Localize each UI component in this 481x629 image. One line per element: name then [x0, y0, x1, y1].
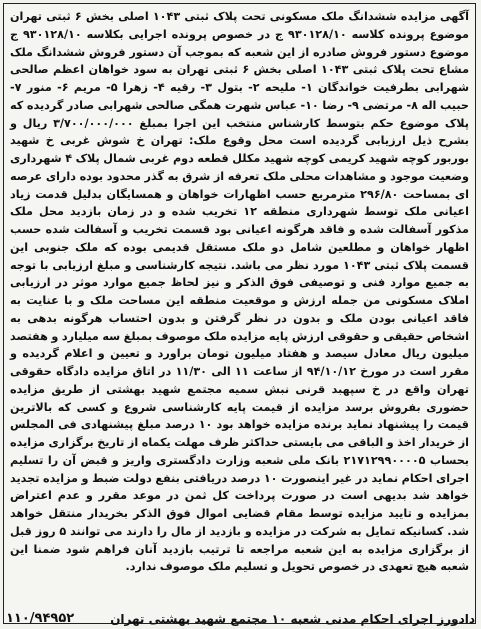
notice-footer: [6, 611, 475, 626]
notice-signature: دادورز اجرای احکام مدنی شعبه ۱۰ مجتمع شهید بهشتی تهران: [110, 611, 475, 626]
notice-reference-number: ۱۱۰/۹۴۹۵۲: [6, 611, 75, 626]
auction-notice: [3, 3, 476, 624]
notice-body-text: آگهی مزایده ششدانگ ملک مسکونی تحت پلاک ثبتی ۱۰۴۳ اصلی بخش ۶ ثبتی تهران موضوع پرونده کلاسه ۹۳۰۱۲۸/۱۰ ج در خصوص پرونده اجرایی بکلاسه ۹۳۰۱۲۸/۱۰ ج موضوع دستور فروش صادره از این شعبه که بموجب آن دستور فروش ششدانگ ملک مشاع تحت پلاک ثبتی ۱۰۴۳ اصلی بخش ۶ ثبتی تهران به سود خواهان اعظم صالحی شهرابی بطرفیت خواندگان ۱- ملیحه ۲- بتول ۳- رقیه ۴- زهرا ۵- مریم ۶- منور ۷- حبیب اله ۸- مرتضی ۹- رضا ۱۰- عباس شهرت همگی صالحی شهرابی صادر گردیده که پلاک موضوع حکم بتوسط کارشناس منتخب این اجرا بمبلغ ۳/۷۰۰/۰۰۰/۰۰۰ ریال و بشرح ذیل ارزیابی گردیده است محل وقوع ملک: تهران خ شوش غربی خ شهید بوربور کوچه شهید کریمی کوچه شهید مکلل قطعه دوم غربی شمال پلاک ۴ شهرداری وضعیت موجود و مشاهدات محلی ملک تعرفه از شرق به گذر محدود بوده دارای عرصه ای بمساحت ۲۹۶/۸۰ مترمربع حسب اظهارات خواهان و همسایگان بدلیل قدمت زیاد اعیانی ملک توسط شهرداری منطقه ۱۲ تخریب شده و در زمان بازدید محل ملک مذکور آسفالت شده و فاقد هرگونه اعیانی بود قسمت تخریب و آسفالت شده حسب اظهار خواهان و مطلعین شامل دو ملک مستقل قدیمی بوده که ملک جنوبی این قسمت پلاک ثبتی ۱۰۴۳ مورد نظر می باشد. نتیجه کارشناسی و مبلغ ارزیابی با توجه به جمیع موارد فنی و توصیفی فوق الذکر و نیز لحاظ جمیع موارد موثر در ارزیابی املاک مسکونی من جمله ارزش و موقعیت منطقه این مساحت ملک و با عنایت به فاقد اعیانی بودن ملک و بدون در نظر گرفتن و بدون احتساب هرگونه بدهی به اشخاص حقیقی و حقوقی ارزش پایه مزایده ملک موصوف بمبلغ سه میلیارد و هفتصد میلیون ریال معادل سیصد و هفتاد میلیون تومان براورد و تعیین و اعلام گردیده و مقرر است در مورخ ۹۴/۱۰/۱۲ از ساعت ۱۱ الی ۱۱/۳۰ در اتاق مزایده دادگاه حقوقی تهران واقع در خ سپهبد قرنی نبش سمیه مجتمع شهید بهشتی از طریق مزایده حضوری بفروش برسد مزایده از قیمت پایه کارشناسی شروع و کسی که بالاترین قیمت را پیشنهاد نماید برنده مزایده خواهد بود ۱۰ درصد مبلغ پیشنهادی فی المجلس از خریدار اخذ و الباقی می بایستی حداکثر ظرف مهلت یکماه از تاریخ برگزاری مزایده بحساب ۲۱۷۱۲۹۹۰۰۰۰۵ بانک ملی شعبه وزارت دادگستری واریز و قبض آن را تسلیم اجرای احکام نماید در غیر اینصورت ۱۰ درصد دریافتی بنفع دولت ضبط و مزایده تجدید خواهد شد بدیهی است در صورت پرداخت کل ثمن در موعد مقرر و عدم اعتراض بمزایده و تایید مزایده توسط مقام قضایی اموال فوق الذکر بخریدار منتقل خواهد شد. کسانیکه تمایل به شرکت در مزایده و بازدید از مال را دارند می توانند ۵ روز قبل از برگزاری مزایده به این شعبه مراجعه تا ترتیب بازدید آنان فراهم شود ضمنا این شعبه هیچ تعهدی در خصوص تحویل و تسلیم ملک موصوف ندارد.: [10, 10, 470, 574]
